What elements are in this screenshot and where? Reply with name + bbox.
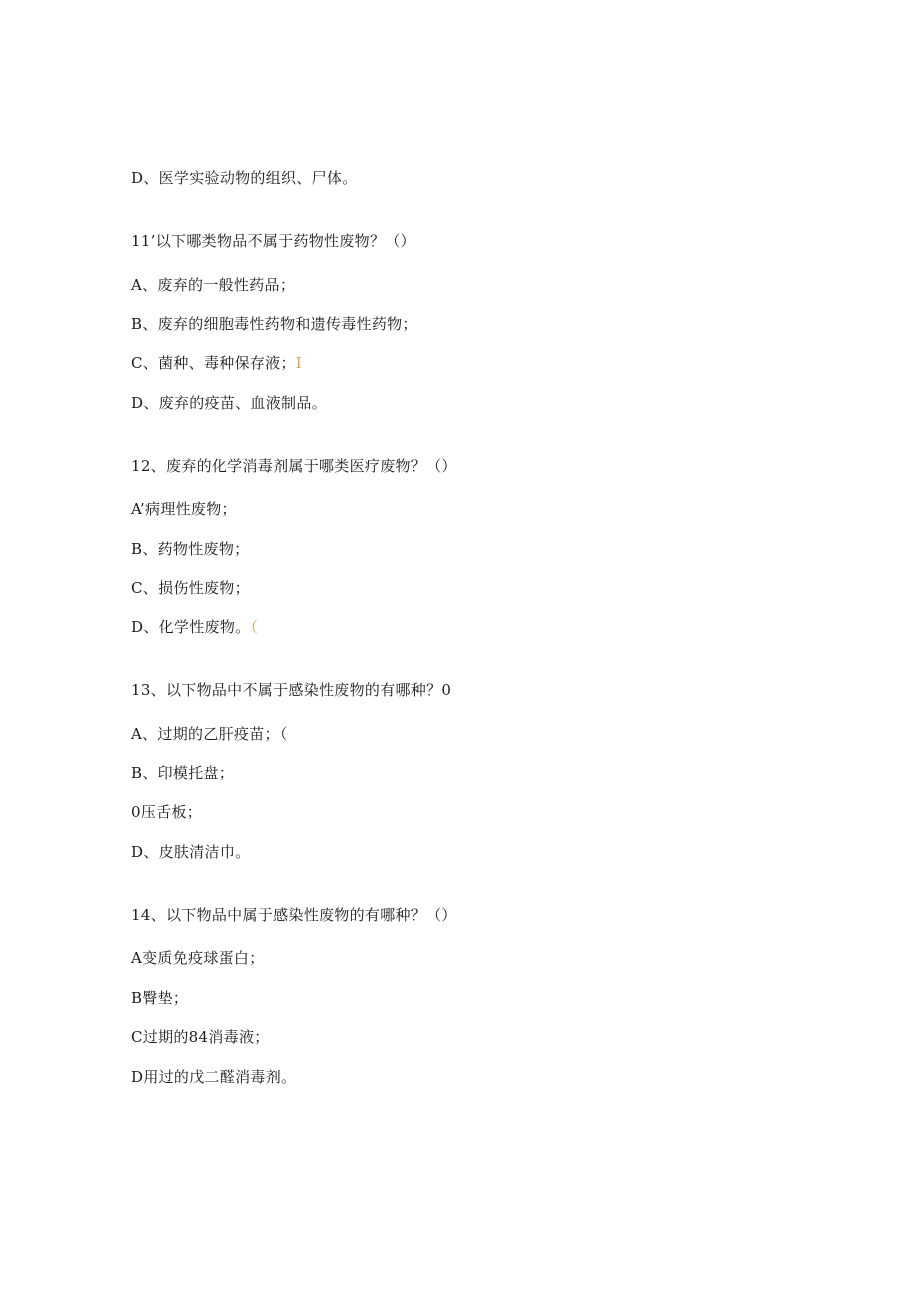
stray-mark: （ bbox=[250, 618, 259, 636]
q13-option-c: 0压舌板； bbox=[131, 803, 203, 821]
q14-option-c: C过期的84消毒液； bbox=[131, 1028, 270, 1046]
q10-option-d: D、医学实验动物的组织、尸体。 bbox=[131, 169, 358, 187]
q11-option-c: C、菌种、毒种保存液；I bbox=[131, 354, 303, 372]
q14-option-a: A变质免疫球蛋白； bbox=[131, 949, 265, 967]
q12-option-b: B、药物性废物； bbox=[131, 540, 250, 558]
q14-question: 14、以下物品中属于感染性废物的有哪种？（） bbox=[131, 906, 457, 924]
q12-question: 12、废弃的化学消毒剂属于哪类医疗废物？（） bbox=[131, 457, 457, 475]
q13-option-a: A、过期的乙肝疫苗；（ bbox=[131, 725, 288, 743]
q11-option-d: D、废弃的疫苗、血液制品。 bbox=[131, 394, 327, 412]
q14-option-b: B臀垫； bbox=[131, 989, 189, 1007]
q12-option-a: A’病理性废物； bbox=[131, 500, 237, 518]
q13-question: 13、以下物品中不属于感染性废物的有哪种？0 bbox=[131, 681, 452, 699]
q13-option-d: D、皮肤清洁巾。 bbox=[131, 843, 251, 861]
q13-option-b: B、印模托盘； bbox=[131, 764, 235, 782]
q11-option-b: B、废弃的细胞毒性药物和遗传毒性药物； bbox=[131, 315, 418, 333]
q14-option-d: D用过的戊二醛消毒剂。 bbox=[131, 1068, 297, 1086]
q11-question: 11’以下哪类物品不属于药物性废物？（） bbox=[131, 232, 416, 250]
q12-option-c: C、损伤性废物； bbox=[131, 579, 250, 597]
q12-option-d: D、化学性废物。（ bbox=[131, 618, 259, 636]
q11-option-a: A、废弃的一般性药品； bbox=[131, 276, 296, 294]
stray-mark: I bbox=[295, 354, 303, 372]
